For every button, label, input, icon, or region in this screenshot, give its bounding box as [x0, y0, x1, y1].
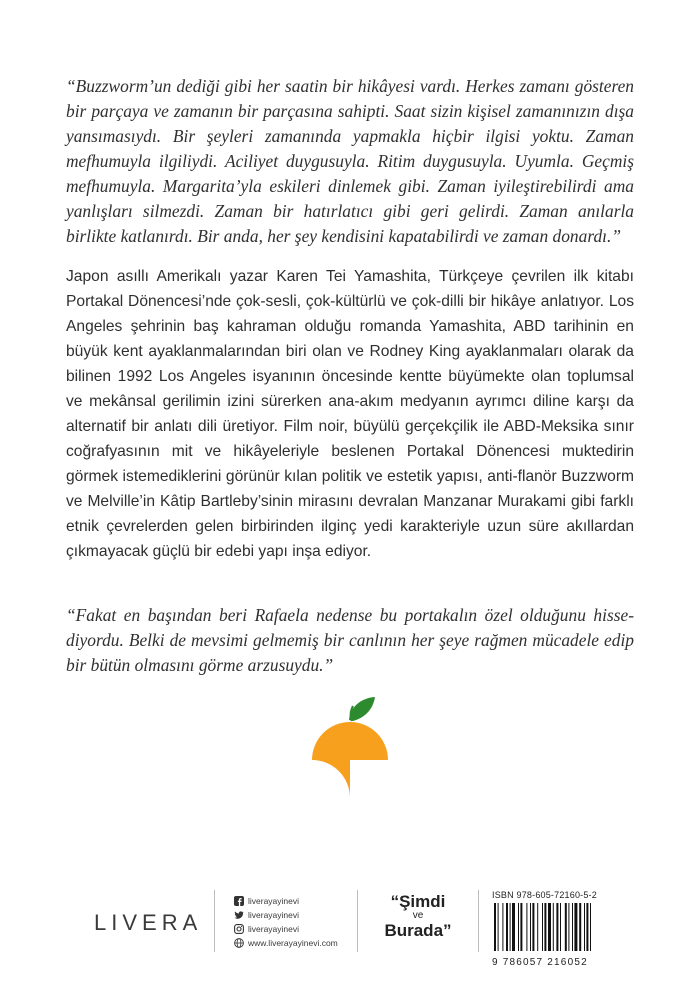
book-description: Japon asıllı Amerikalı yazar Karen Tei Yamashita, Türkçeye çevrilen ilk kitabı Portakal Dönencesi’nde çok-sesli, çok-kültürlü ve çok-dilli bir hikâye anlatıyor. Los Angeles şehrinin baş kahraman olduğu romanda Yamashita, ABD tarihinin en büyük kent ayaklanmalarından biri olan ve Rodney King ayaklanmaları olarak da bilinen 1992 Los Angeles isyanının öncesinde kentte büyümekte olan toplumsal ve mekânsal gerilimin izini sürerken ana-akım medyanın ayrımcı diline karşı da alternatif bir anlatı dili üretiyor. Film noir, büyülü gerçekçilik ile ABD-Meksika sınır coğrafyasının mit ve hikâyeleriyle beslenen Portakal Dönencesi muktedirin görmek istemediklerini görünür kılan politik ve estetik yapısı, anti-flanör Buzzworm ve Melville’in Kâtip Bartleby’sinin mirasını devralan Manzanar Murakami gibi farklı etnik çevrelerden gelen birbirinden ilginç yedi karakteriyle uzun süre akıllardan çıkmayacak güçlü bir edebi yapı inşa ediyor. [66, 268, 634, 560]
twitter-icon [234, 910, 244, 920]
barcode-bar [579, 903, 581, 951]
closing-quote: “Fakat en başından beri Rafaela nedense bu portakalın özel olduğunu hissediyordu. Belki de mevsimi gelmemiş bir canlının her şeye rağmen mücadele edip bir bütün olmasını görme arzusuydu.” [66, 605, 634, 675]
social-facebook[interactable] [234, 894, 338, 908]
series-line-1: “Şimdi [390, 892, 446, 911]
barcode-bar [565, 903, 567, 951]
barcode-digits: 9 786057 216052 [492, 957, 588, 968]
series-line-2: ve [412, 910, 424, 921]
barcode-bar [553, 903, 554, 951]
barcode-bar [494, 903, 496, 951]
isbn-label: ISBN 978-605-72160-5-2 [492, 890, 597, 900]
barcode-bar [586, 903, 588, 951]
isbn-block [492, 890, 620, 968]
orange-illustration [300, 690, 410, 800]
leaf-icon [349, 697, 375, 721]
social-links [234, 894, 338, 950]
opening-quote: “Buzzworm’un dediği gibi her saatin bir hikâyesi vardı. Herkes zamanı gösteren bir parçaya ve zamanın bir parçasına sahipti. Saat sizin kişisel zamanınızın dışa yansımasıydı. Bir şeyleri zamanında yapmakla hiçbir ilgisi yoktu. Zaman mefhumuyla ilgiliydi. Aciliyet duygusuyla. Ritim duygusuyla. Uyumla. Geçmiş mefhumuyla. Margarita’yla eskileri dinlemek gibi. Zaman iyileştirebilirdi ama yanlışları silmezdi. Zaman bir hatırlatıcı gibi geri gelirdi. Zaman anılarla birlikte katlanırdı. Bir anda, her şey kendisini kapatabilirdi ve zaman donardı.” [66, 76, 634, 246]
social-label: www.liverayayinevi.com [248, 938, 338, 948]
orange-bottom-half [312, 760, 350, 798]
social-label: liverayayinevi [248, 924, 300, 934]
divider [357, 890, 358, 952]
barcode-bar [590, 903, 591, 951]
barcode-bar [502, 903, 503, 951]
social-instagram[interactable] [234, 922, 338, 936]
publisher-logo: LIVERA [94, 910, 203, 935]
barcode-bar [572, 903, 573, 951]
barcode-bar [542, 903, 543, 951]
instagram-icon [234, 924, 244, 934]
barcode-bar [520, 903, 522, 951]
barcode-bar [510, 903, 511, 951]
series-logo [372, 892, 464, 940]
barcode [492, 903, 616, 951]
barcode-bar [537, 903, 538, 951]
barcode-bar [532, 903, 534, 951]
barcode-bar [530, 903, 531, 951]
social-label: liverayayinevi [248, 910, 300, 920]
barcode-bar [498, 903, 499, 951]
barcode-bar [506, 903, 508, 951]
barcode-bar [518, 903, 519, 951]
social-label: liverayayinevi [248, 896, 300, 906]
divider [478, 890, 479, 952]
series-line-3: Burada” [384, 921, 452, 940]
barcode-bar [526, 903, 527, 951]
facebook-icon [234, 896, 244, 906]
barcode-bar [548, 903, 551, 951]
barcode-bar [556, 903, 558, 951]
barcode-bar [574, 903, 577, 951]
footer [0, 880, 700, 968]
globe-icon [234, 938, 244, 948]
orange-top-half [312, 722, 388, 760]
divider [214, 890, 215, 952]
social-twitter[interactable] [234, 908, 338, 922]
barcode-bar [544, 903, 546, 951]
social-website[interactable] [234, 936, 338, 950]
barcode-bar [560, 903, 561, 951]
barcode-bar [512, 903, 515, 951]
barcode-bar [568, 903, 569, 951]
barcode-bar [584, 903, 585, 951]
